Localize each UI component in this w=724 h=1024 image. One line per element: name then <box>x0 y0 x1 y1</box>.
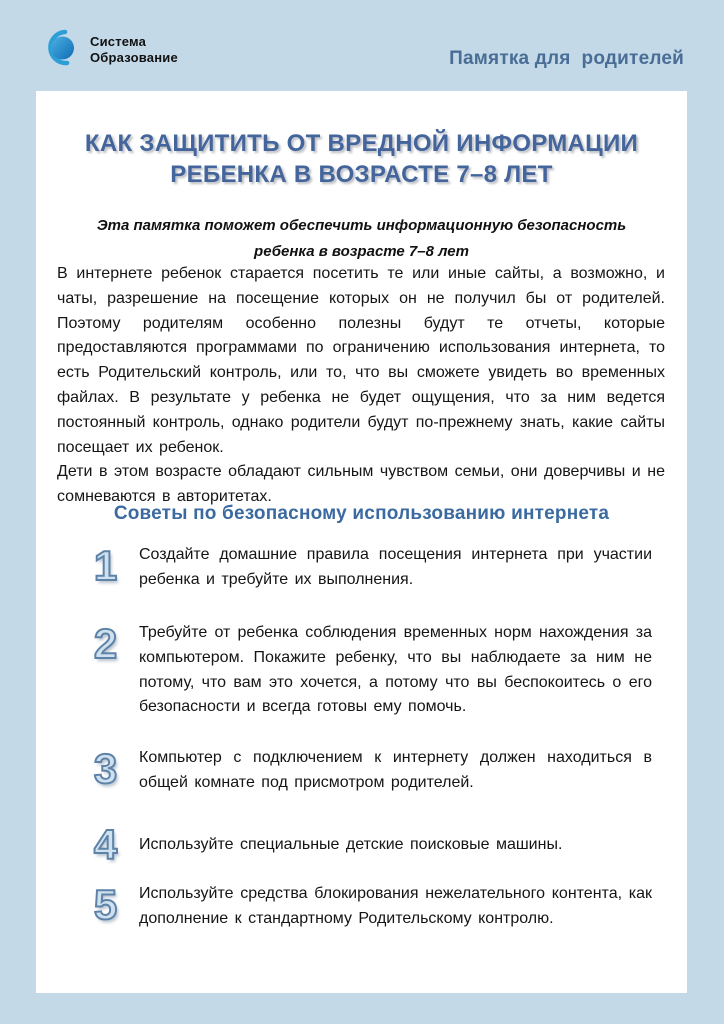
tip-text-2: Требуйте от ребенка соблюдения временных норм нахождения за компьютером. Покажите ребенку, что вы наблюдаете за ним не потому, что вам это хочется, а потому что вы беспокоитесь о его безопасности и всегда готовы ему помочь. <box>139 624 652 716</box>
system-education-logo <box>38 27 178 73</box>
tip-text-3: Компьютер с подключением к интернету должен находиться в общей комнате под присмотром родителей. <box>139 749 652 791</box>
tip-number-5: 5 <box>93 881 118 928</box>
globe-logo-icon <box>38 27 82 73</box>
tips-section-heading: Советы по безопасному использованию интернета <box>113 503 610 524</box>
page-title-line1: КАК ЗАЩИТИТЬ ОТ ВРЕДНОЙ ИНФОРМАЦИИ <box>84 130 639 157</box>
logo-text-line2: Образование <box>90 50 178 65</box>
subtitle <box>36 213 687 265</box>
tip-item-2 <box>86 621 652 720</box>
page-header <box>0 0 724 91</box>
tip-number-1: 1 <box>93 542 118 589</box>
tip-number-2: 2 <box>93 620 118 667</box>
page-title-line2: РЕБЕНКА В ВОЗРАСТЕ 7–8 ЛЕТ <box>170 161 553 188</box>
tip-number-4: 4 <box>93 821 118 868</box>
page-title <box>36 128 687 190</box>
intro-paragraph-1: В интернете ребенок старается посетить те или иные сайты, а возможно, и чаты, разрешение на посещение которых он не получил бы от родителей. Поэтому родителям особенно полезны будут те отчеты, которые предоставляются программами по ограничению использования интернета, то есть Родительский контроль, или то, что вы сможете увидеть во временных файлах. В результате у ребенка не будет ощущения, что за ним ведется постоянный контроль, однако родители будут по-прежнему знать, какие сайты посещает их ребенок. <box>57 265 665 456</box>
subtitle-line2: ребенка в возрасте 7–8 лет <box>254 243 469 260</box>
subtitle-line1: Эта памятка поможет обеспечить информационную безопасность <box>96 217 627 234</box>
tip-item-3 <box>86 746 652 796</box>
logo-text-line1: Система <box>90 34 147 49</box>
tip-text-4: Используйте специальные детские поисковые машины. <box>139 835 563 853</box>
logo-text <box>90 34 178 66</box>
tip-text-1: Создайте домашние правила посещения интернета при участии ребенка и требуйте их выполнения. <box>139 546 652 588</box>
intro-text <box>57 262 665 510</box>
intro-paragraph-2: Дети в этом возрасте обладают сильным чувством семьи, они доверчивы и не сомневаются в авторитетах. <box>57 463 665 506</box>
tip-item-4 <box>86 822 652 868</box>
tip-item-5 <box>86 882 652 932</box>
tip-item-1 <box>86 543 652 593</box>
document-type-label: Памятка для родителей <box>449 48 684 69</box>
tip-number-3: 3 <box>93 745 118 792</box>
content-card <box>36 91 687 993</box>
tip-text-5: Используйте средства блокирования нежелательного контента, как дополнение к стандартному Родительскому контролю. <box>139 885 652 927</box>
